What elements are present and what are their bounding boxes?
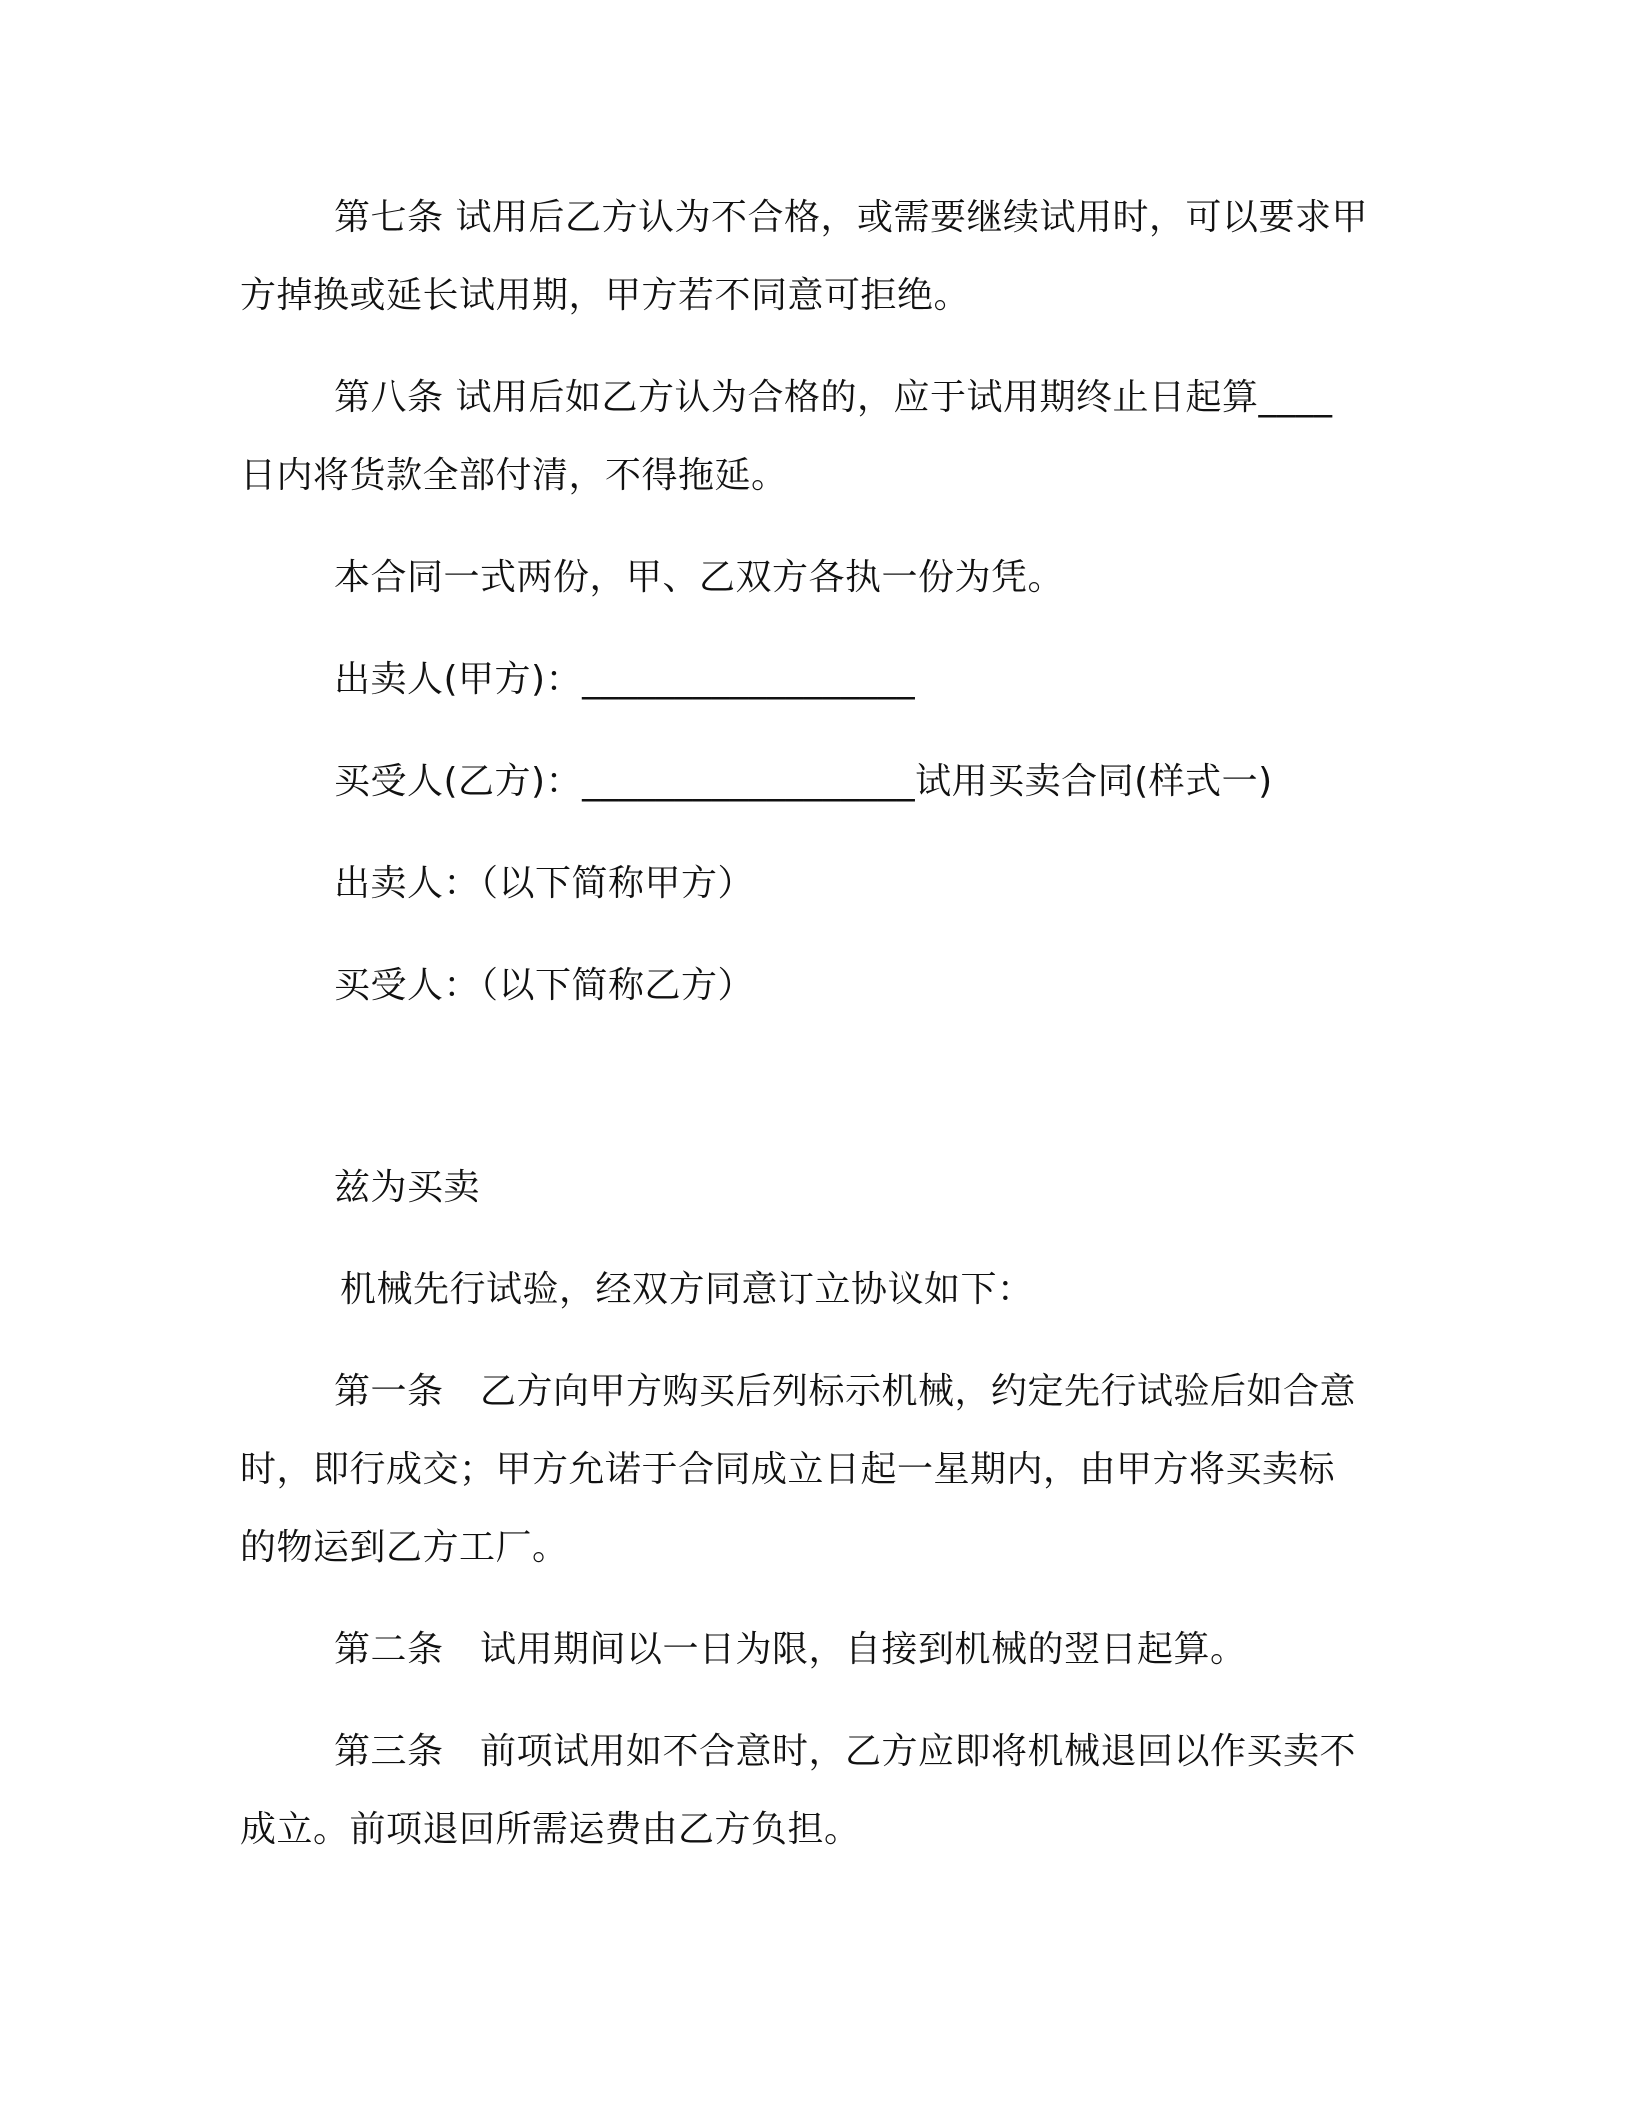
- article-8-line-2: 日内将货款全部付清，不得拖延。: [240, 455, 788, 496]
- article-7-line-2: 方掉换或延长试用期，甲方若不同意可拒绝。: [240, 275, 971, 316]
- buyer-signature-line: 买受人(乙方)：__________________试用买卖合同(样式一): [334, 761, 1273, 802]
- article-8-line-1: 第八条 试用后如乙方认为合格的，应于试用期终止日起算____: [334, 377, 1333, 418]
- seller-party: 出卖人：（以下简称甲方）: [334, 863, 755, 904]
- buyer-party: 买受人：（以下简称乙方）: [334, 965, 755, 1006]
- article-1-line-3: 的物运到乙方工厂。: [240, 1527, 569, 1568]
- article-7-line-1: 第七条 试用后乙方认为不合格，或需要继续试用时，可以要求甲: [334, 197, 1368, 238]
- copies-clause: 本合同一式两份，甲、乙双方各执一份为凭。: [334, 557, 1065, 598]
- article-1-line-1: 第一条 乙方向甲方购买后列标示机械，约定先行试验后如合意: [334, 1371, 1357, 1412]
- article-3-line-2: 成立。前项退回所需运费由乙方负担。: [240, 1809, 861, 1850]
- article-3-line-1: 第三条 前项试用如不合意时，乙方应即将机械退回以作买卖不: [334, 1731, 1357, 1772]
- seller-signature-line: 出卖人(甲方)：__________________: [334, 659, 916, 700]
- article-1-line-2: 时，即行成交；甲方允诺于合同成立日起一星期内，由甲方将买卖标: [240, 1449, 1336, 1490]
- article-2: 第二条 试用期间以一日为限，自接到机械的翌日起算。: [334, 1629, 1247, 1670]
- preamble-line-1: 兹为买卖: [334, 1167, 481, 1208]
- preamble-line-2: 机械先行试验，经双方同意订立协议如下：: [340, 1269, 1034, 1310]
